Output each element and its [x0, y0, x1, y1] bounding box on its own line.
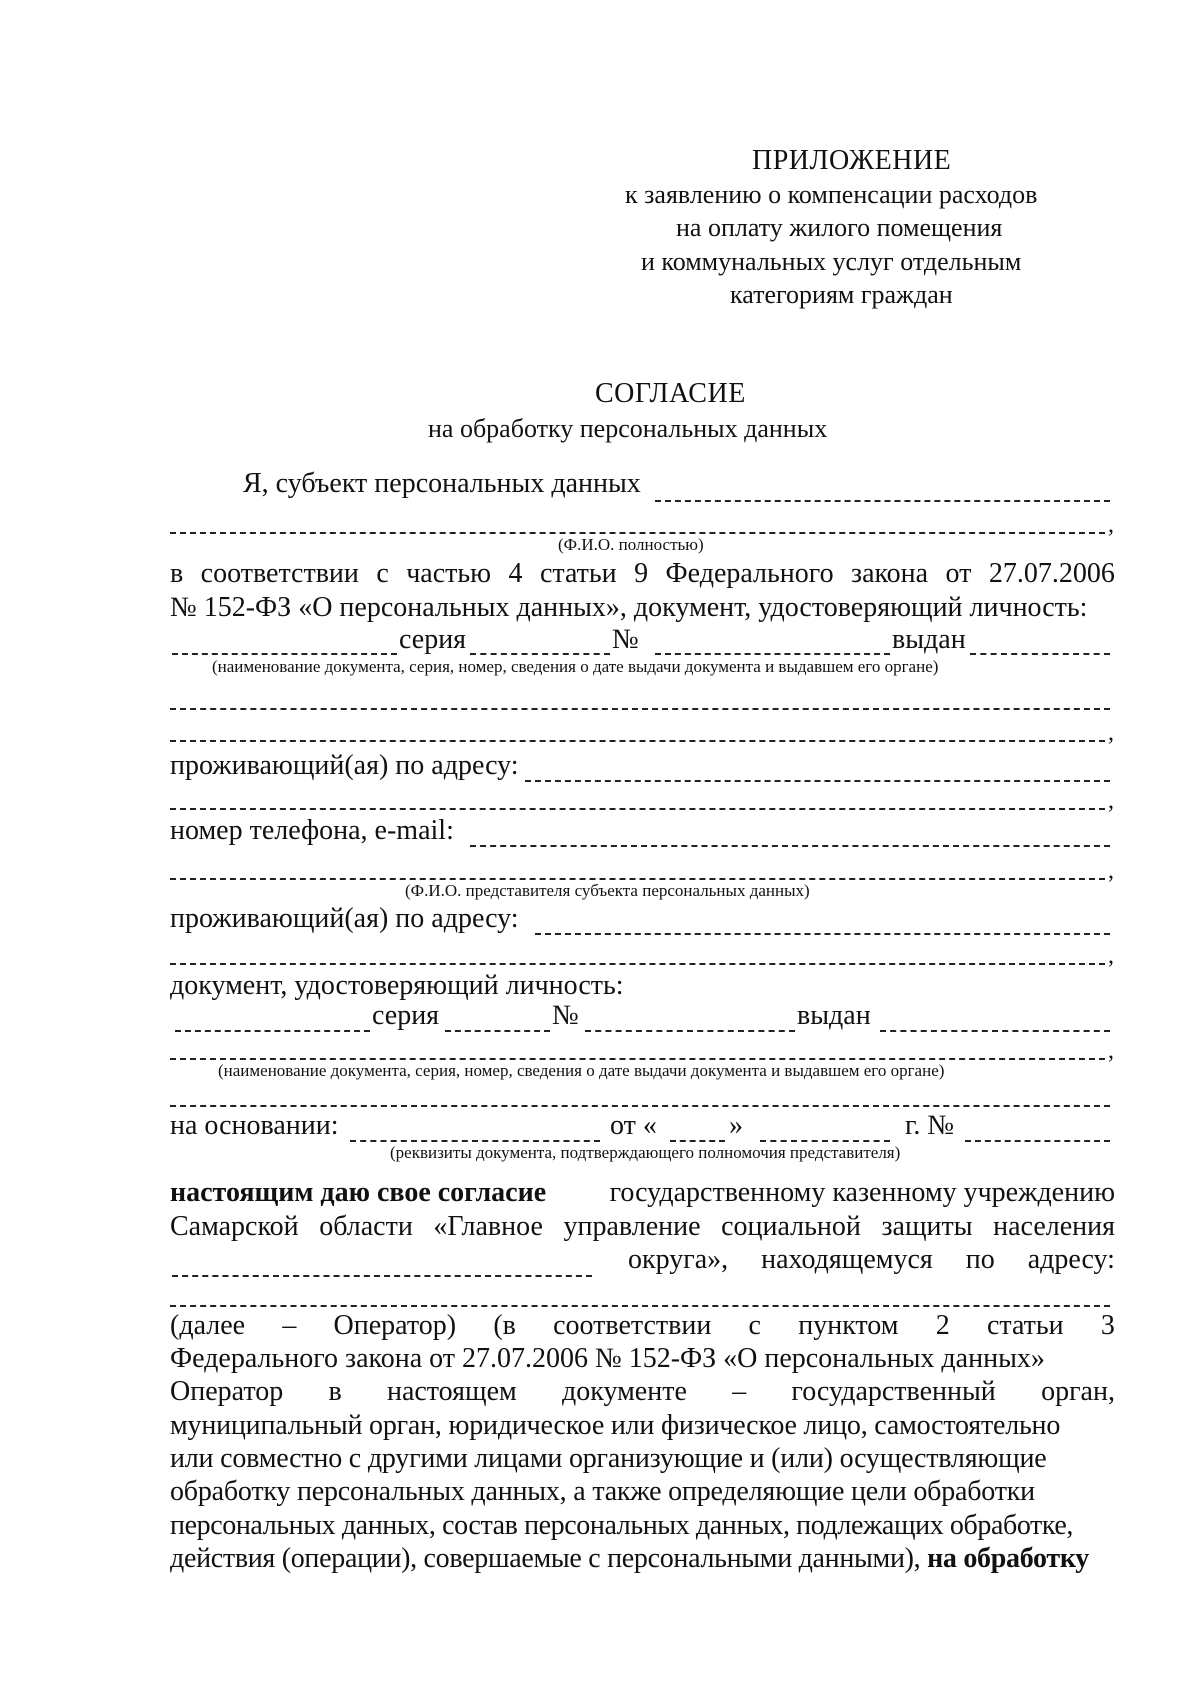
word: 9	[634, 558, 649, 589]
word: с	[748, 1310, 761, 1341]
rep-address-field-2[interactable]	[170, 963, 1105, 965]
appendix-line-4: категориям граждан	[730, 280, 953, 309]
representative-name-field[interactable]	[170, 878, 1105, 880]
word: статьи	[986, 1310, 1064, 1341]
word: –	[732, 1376, 747, 1407]
number-field[interactable]	[655, 653, 890, 655]
word: населения	[993, 1211, 1115, 1242]
word: закона	[851, 558, 929, 589]
basis-doc-field[interactable]	[350, 1140, 600, 1142]
word: от	[945, 558, 972, 589]
word: соответствии	[200, 558, 359, 589]
word: в	[328, 1376, 342, 1407]
word: управление	[563, 1211, 701, 1242]
comma: ,	[1108, 720, 1114, 746]
basis-day-field[interactable]	[670, 1140, 725, 1142]
body-line-4	[170, 1310, 1115, 1342]
basis-label: на основании:	[170, 1110, 339, 1141]
rep-issued-field[interactable]	[880, 1030, 1110, 1032]
number-label: №	[612, 624, 639, 655]
word: 3	[1100, 1310, 1115, 1341]
basis-month-field[interactable]	[760, 1140, 890, 1142]
word: документе	[562, 1376, 687, 1407]
operator-address-field[interactable]	[170, 1305, 1110, 1307]
body-line-1	[170, 1177, 1115, 1209]
appendix-line-3: и коммунальных услуг отдельным	[641, 247, 1022, 276]
comma: ,	[1108, 858, 1114, 884]
basis-quote-close: »	[729, 1110, 743, 1141]
body-line-5: Федерального закона от 27.07.2006 № 152-ФЗ «О персональных данных»	[170, 1343, 1045, 1374]
doc-details-field-2[interactable]	[170, 740, 1105, 742]
phone-label: номер телефона, e-mail:	[170, 815, 454, 846]
basis-year-label: г. №	[905, 1110, 955, 1141]
word: Самарской	[170, 1211, 299, 1242]
consent-bold-text: настоящим даю свое согласие	[170, 1177, 547, 1208]
doc-caption: (наименование документа, серия, номер, сведения о дате выдачи документа и выдавшем его органе)	[212, 657, 939, 676]
word: защиты	[881, 1211, 973, 1242]
comma: ,	[1108, 512, 1114, 538]
word: настоящем	[386, 1376, 517, 1407]
word: соответствии	[553, 1310, 712, 1341]
address-field-2[interactable]	[170, 808, 1105, 810]
law-line-1	[170, 558, 1115, 590]
appendix-line-2: на оплату жилого помещения	[676, 213, 1003, 242]
body-line-3	[628, 1244, 1115, 1276]
rep-address-field[interactable]	[535, 933, 1110, 935]
issued-label: выдан	[892, 624, 966, 655]
series-label: серия	[399, 624, 467, 655]
word: с	[376, 558, 389, 589]
word: в	[170, 558, 184, 589]
rep-doc-label: документ, удостоверяющий личность:	[170, 970, 624, 1001]
consent-title: СОГЛАСИЕ	[595, 378, 746, 409]
rep-series-label: серия	[372, 1000, 440, 1031]
appendix-line-1: к заявлению о компенсации расходов	[625, 180, 1038, 209]
word: частью	[406, 558, 492, 589]
word: адресу:	[1027, 1244, 1115, 1275]
comma: ,	[1108, 788, 1114, 814]
rep-number-field[interactable]	[585, 1030, 795, 1032]
rep-doc-details-field-2[interactable]	[170, 1105, 1110, 1107]
address-field[interactable]	[525, 780, 1110, 782]
body-text: государственному казенному учреждению	[609, 1177, 1115, 1208]
basis-number-field[interactable]	[965, 1140, 1110, 1142]
word: округа»,	[628, 1244, 729, 1275]
body-text: действия (операции), совершаемые с персональными данными),	[170, 1543, 921, 1574]
word: социальной	[721, 1211, 861, 1242]
rep-issued-label: выдан	[797, 1000, 871, 1031]
body-line-6	[170, 1376, 1115, 1408]
rep-caption: (Ф.И.О. представителя субъекта персональных данных)	[405, 881, 810, 900]
consent-subtitle: на обработку персональных данных	[428, 414, 828, 443]
doc-details-field-1[interactable]	[170, 708, 1110, 710]
rep-doc-name-field[interactable]	[175, 1030, 370, 1032]
comma: ,	[1108, 943, 1114, 969]
word: орган,	[1041, 1376, 1115, 1407]
rep-address-label: проживающий(ая) по адресу:	[170, 903, 519, 934]
address-label: проживающий(ая) по адресу:	[170, 750, 519, 781]
body-line-2	[170, 1211, 1115, 1243]
word: 27.07.2006	[988, 558, 1115, 589]
rep-number-label: №	[552, 1000, 579, 1031]
word: Оператор)	[333, 1310, 457, 1341]
consent-bold-text: на обработку	[927, 1543, 1089, 1574]
doc-name-field[interactable]	[172, 653, 397, 655]
basis-from-label: от «	[610, 1110, 657, 1141]
rep-series-field[interactable]	[445, 1030, 550, 1032]
rep-doc-caption: (наименование документа, серия, номер, сведения о дате выдачи документа и выдавшем его органе)	[218, 1061, 945, 1080]
basis-caption: (реквизиты документа, подтверждающего полномочия представителя)	[390, 1143, 901, 1162]
appendix-title: ПРИЛОЖЕНИЕ	[752, 145, 952, 176]
district-name-field[interactable]	[172, 1275, 592, 1277]
word: 2	[935, 1310, 950, 1341]
word: находящемуся	[761, 1244, 933, 1275]
law-line-2: № 152-ФЗ «О персональных данных», документ, удостоверяющий личность:	[170, 592, 1088, 623]
body-line-9: обработку персональных данных, а также определяющие цели обработки	[170, 1476, 1035, 1507]
issued-field[interactable]	[970, 653, 1110, 655]
body-line-7: муниципальный орган, юридическое или физическое лицо, самостоятельно	[170, 1410, 1061, 1441]
series-field[interactable]	[470, 653, 610, 655]
phone-field[interactable]	[470, 845, 1110, 847]
fio-caption: (Ф.И.О. полностью)	[558, 535, 704, 554]
word: государственный	[791, 1376, 996, 1407]
comma: ,	[1108, 1038, 1114, 1064]
rep-doc-details-field[interactable]	[170, 1058, 1105, 1060]
subject-name-field-2[interactable]	[170, 532, 1105, 534]
body-line-8: или совместно с другими лицами организующие и (или) осуществляющие	[170, 1443, 1047, 1474]
body-line-10: персональных данных, состав персональных данных, подлежащих обработке,	[170, 1510, 1074, 1541]
word: статьи	[539, 558, 617, 589]
body-line-11	[170, 1543, 1089, 1575]
word: пунктом	[798, 1310, 899, 1341]
word: области	[319, 1211, 413, 1242]
subject-name-field[interactable]	[655, 500, 1110, 502]
word: (далее	[170, 1310, 246, 1341]
word: по	[965, 1244, 995, 1275]
word: «Главное	[433, 1211, 543, 1242]
word: Федерального	[665, 558, 834, 589]
word: 4	[508, 558, 523, 589]
subject-label: Я, субъект персональных данных	[243, 468, 641, 499]
word: –	[282, 1310, 297, 1341]
word: Оператор	[170, 1376, 284, 1407]
word: (в	[493, 1310, 516, 1341]
